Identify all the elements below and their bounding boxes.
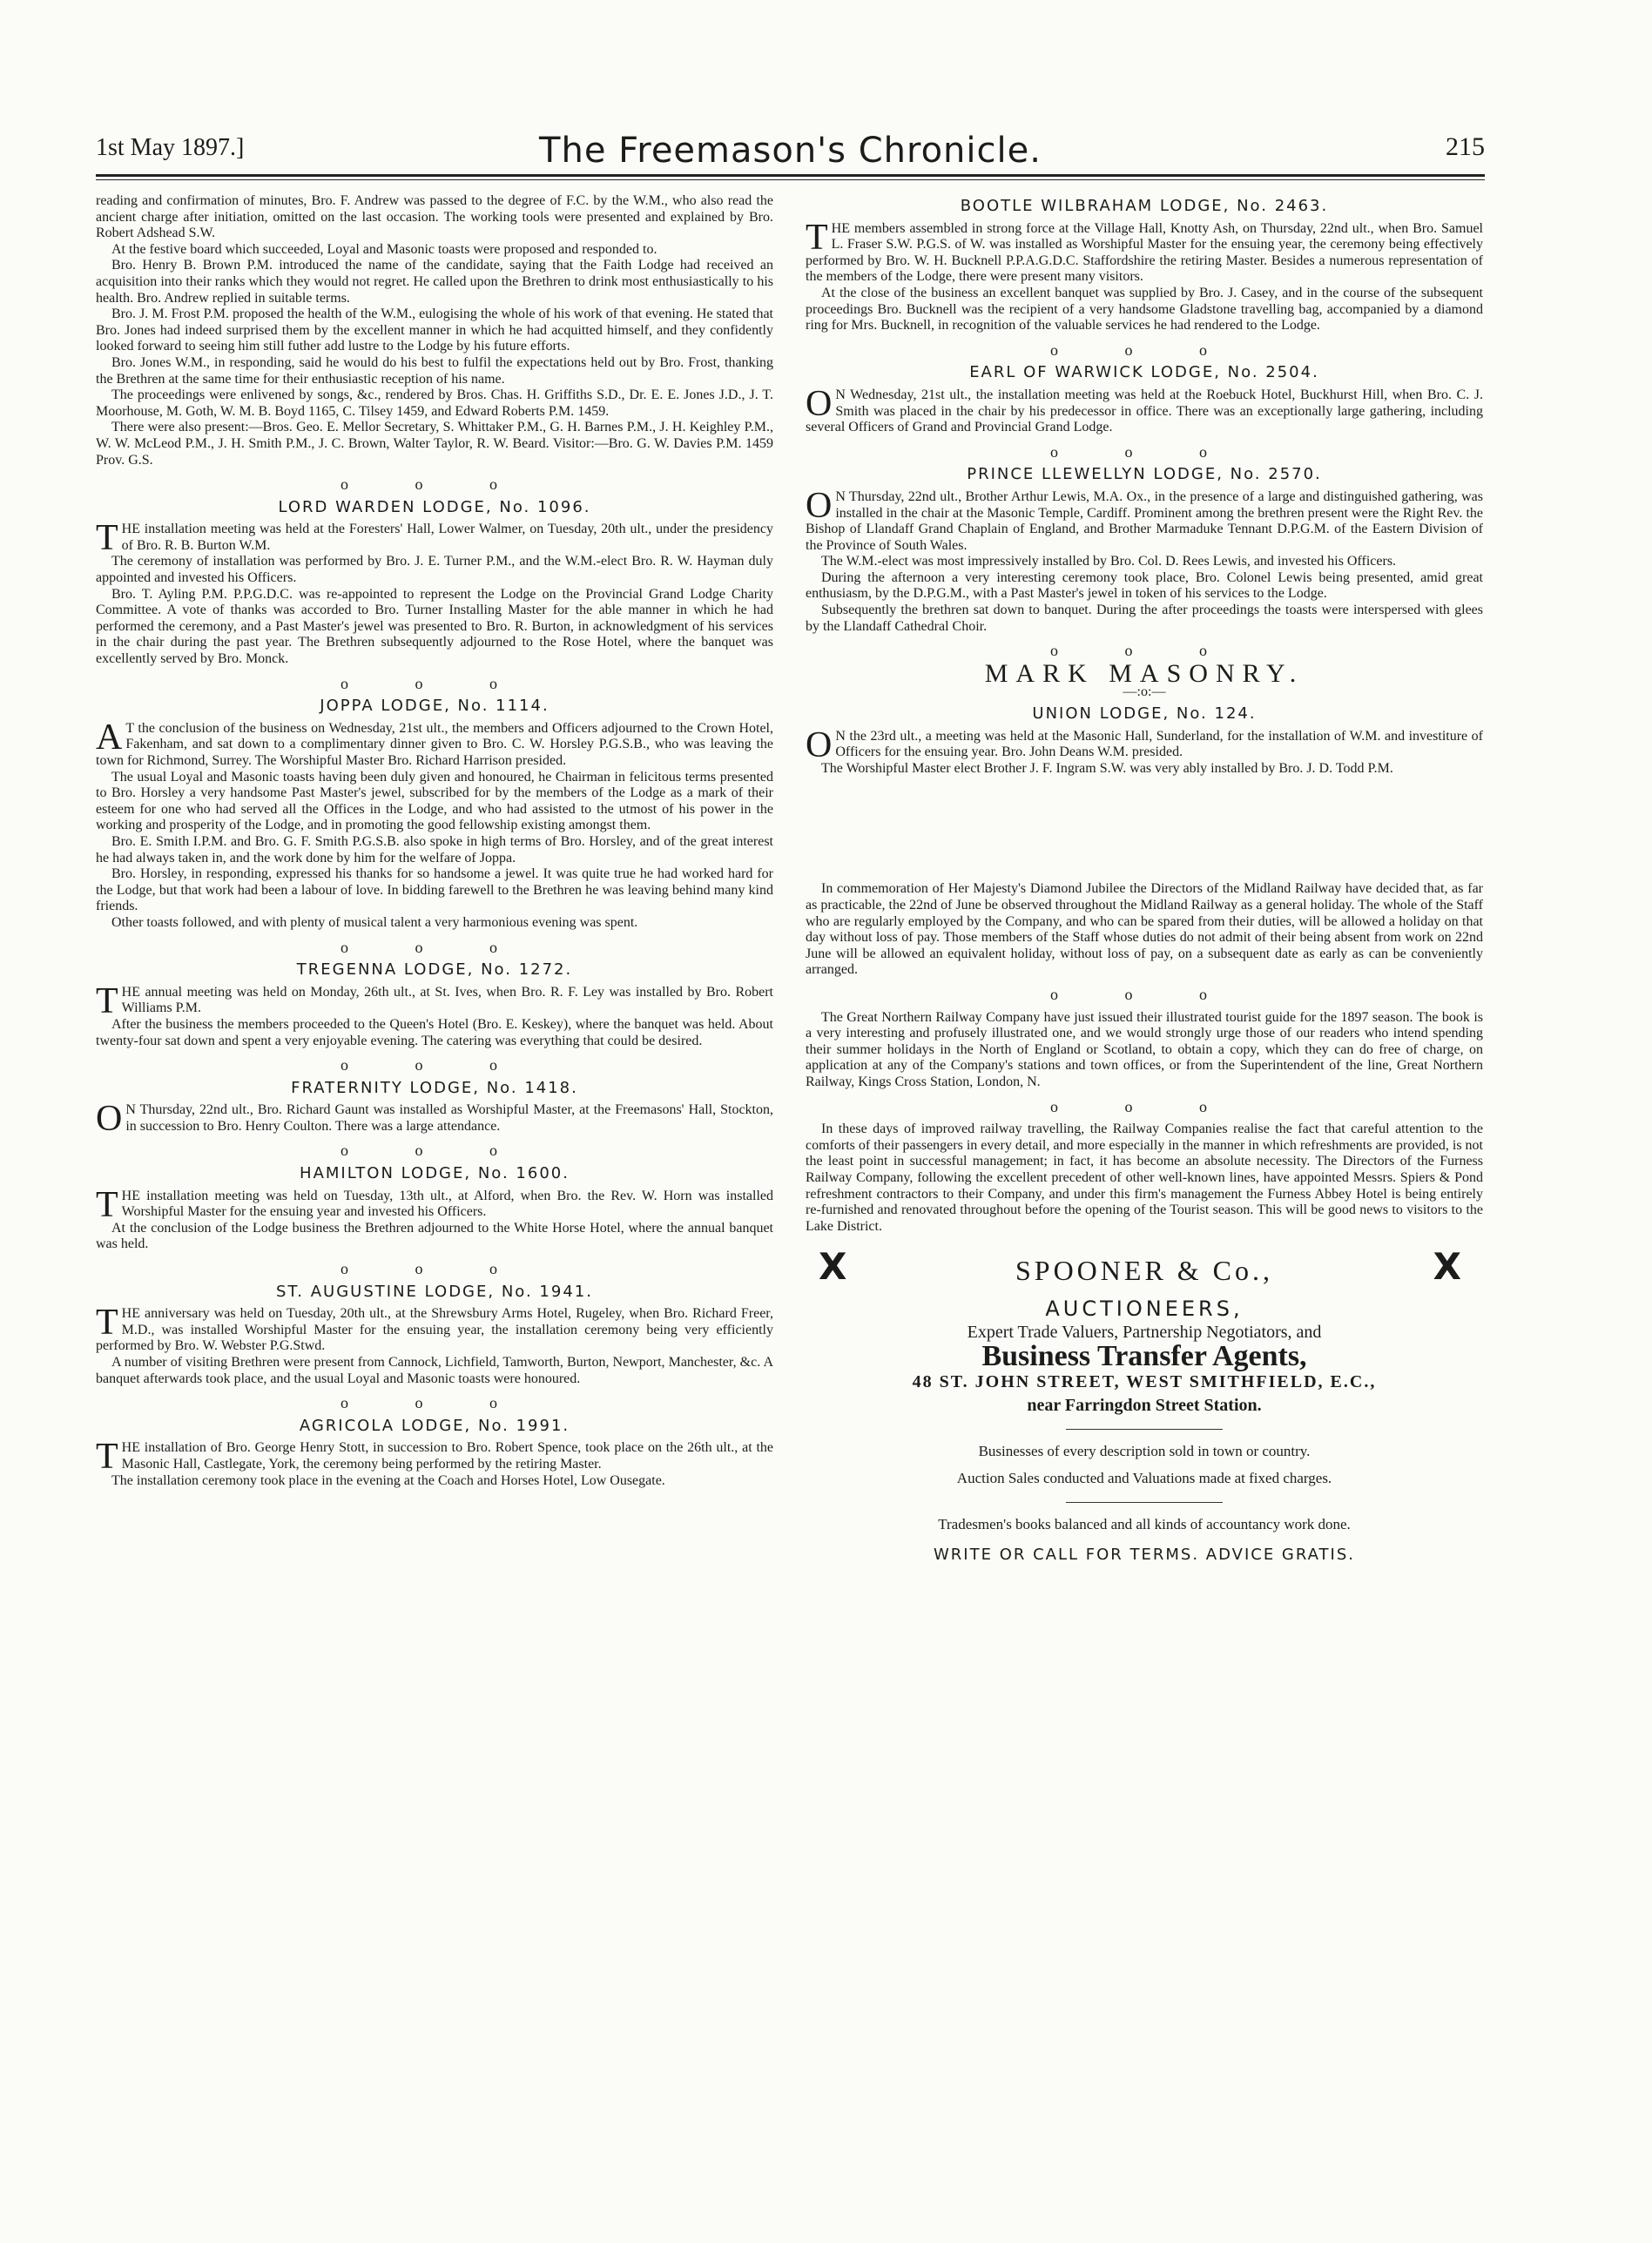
paragraph bbox=[806, 724, 1483, 765]
paragraph-text: HE installation of Bro. George Henry Stott, in succession to Bro. Robert Spence, took place on the 26th ult., at the Masonic Hall, Castlegate, York, the ceremony being performed by the retiring Master. bbox=[121, 1440, 773, 1472]
paragraph-text: HE members assembled in strong force at the Village Hall, Knotty Ash, on Thursday, 22nd ult., when Bro. Samuel L. Fraser S.W. P.G.S. of W. was installed as Worshipful Master for the ensuing year, the ceremony being effectively performed by Bro. W. H. Bucknell P.P.A.G.D.C. Staffordshire the retiring Master. Besides a numerous representation of the members of the Lodge, there were present many visitors. bbox=[806, 220, 1483, 285]
ad-subtitle: AUCTIONEERS, bbox=[1045, 1297, 1244, 1322]
separator: o o o bbox=[1050, 1097, 1238, 1115]
ad-near: near Farringdon Street Station. bbox=[1027, 1395, 1262, 1415]
paragraph: At the festive board which succeeded, Loyal and Masonic toasts were proposed and responded to. bbox=[111, 241, 657, 257]
paragraph: Bro. J. M. Frost P.M. proposed the health of the W.M., eulogising the whole of his work of that evening. He stated that Bro. Jones had indeed surprised them by the excellent manner in which he had acquitted himself, and they confidently looked forward to seeing him still futher add lustre to the Lodge by his future efforts. bbox=[96, 306, 773, 354]
lodge-heading: BOOTLE WILBRAHAM LODGE, No. 2463. bbox=[960, 197, 1329, 215]
paragraph bbox=[96, 866, 773, 915]
separator: o o o bbox=[1050, 442, 1238, 461]
separator: o o o bbox=[341, 475, 529, 494]
paragraph bbox=[96, 1355, 773, 1387]
separator: o o o bbox=[341, 1056, 529, 1074]
paragraph-text: A number of visiting Brethren were present from Cannock, Lichfield, Tamworth, Burton, Newport, Manchester, &c. A banquet afterwards took place, and the usual Loyal and Masonic toasts were honoured. bbox=[96, 1355, 773, 1386]
paragraph-text: The installation ceremony took place in the evening at the Coach and Horses Hotel, Low Ousegate. bbox=[111, 1472, 665, 1488]
drop-cap: T bbox=[96, 518, 118, 559]
notice-paragraph: In commemoration of Her Majesty's Diamond Jubilee the Directors of the Midland Railway have decided that, as far as practicable, the 22nd of June be observed throughout the Midland Railway as a general holiday. The whole of the Staff who are regularly employed by the Company, and who can be spared from their duties, will be allowed a holiday on that day without loss of pay. Those members of the Staff whose duties do not admit of their being absent from work on 22nd June will be allowed an equivalent holiday, without loss of pay, on a subsequent date as early as can be conveniently arranged. bbox=[806, 881, 1483, 978]
lodge-heading: LORD WARDEN LODGE, No. 1096. bbox=[278, 497, 591, 516]
separator: o o o bbox=[1050, 340, 1238, 359]
ad-rule bbox=[1066, 1429, 1223, 1430]
separator: o o o bbox=[341, 674, 529, 692]
ad-firm-name: SPOONER & Co., bbox=[1015, 1255, 1274, 1287]
ad-line: Tradesmen's books balanced and all kinds of accountancy work done. bbox=[938, 1516, 1351, 1533]
paragraph-text: HE annual meeting was held on Monday, 26th ult., at St. Ives, when Bro. R. F. Ley was installed by Bro. Robert Williams P.M. bbox=[121, 984, 773, 1016]
lodge-heading: AGRICOLA LODGE, No. 1991. bbox=[299, 1416, 570, 1435]
lodge-heading: PRINCE LLEWELLYN LODGE, No. 2570. bbox=[967, 465, 1322, 484]
paragraph: The proceedings were enlivened by songs, &c., rendered by Bros. Chas. H. Griffiths S.D., Dr. E. E. Jones J.D., J. T. Moorhouse, M. Goth, W. M. B. Boyd 1165, C. Tilsey 1459, and Edward Roberts P.M. 1459. bbox=[96, 387, 773, 419]
paragraph bbox=[96, 980, 773, 1021]
drop-cap: T bbox=[96, 980, 118, 1021]
left-column bbox=[96, 193, 773, 1489]
paragraph-text: At the conclusion of the Lodge business the Brethren adjourned to the White Horse Hotel, where the annual banquet was held. bbox=[96, 1220, 773, 1252]
separator: o o o bbox=[1050, 985, 1238, 1003]
paragraph bbox=[96, 587, 773, 668]
right-sections bbox=[806, 199, 1483, 635]
separator: o o o bbox=[341, 1394, 529, 1412]
ad-header bbox=[806, 1245, 1483, 1299]
paragraph-text: The usual Loyal and Masonic toasts having been duly given and honoured, he Chairman in felicitous terms presented to Bro. Horsley a very handsome Past Master's jewel, subscribed for by the members of the Lodge as a mark of their esteem for one who had served all the Offices in the Lodge, and who had assisted to the utmost of his power in the working and prosperity of the Lodge, and in promoting the good fellowship existing amongst them. bbox=[96, 769, 773, 833]
notice-paragraph: The Great Northern Railway Company have just issued their illustrated tourist guide for the 1897 season. The book is a very interesting and profusely illustrated one, and we would strongly urge those of our readers who intend spending their summer holidays in the North of England or Scotland, to obtain a copy, which they can do free of charge, on application at any of the Company's stations and town offices, or from the Superintendent of the line, Great Northern Railway, Kings Cross Station, London, N. bbox=[806, 1009, 1483, 1089]
ornament-dash: —:o:— bbox=[1123, 684, 1166, 700]
paragraph-text: Bro. E. Smith I.P.M. and Bro. G. F. Smith P.G.S.B. also spoke in high terms of Bro. Horsley, and of the great interest he had always taken in, and the work done by him for the welfare of Joppa. bbox=[96, 833, 773, 866]
separator: o o o bbox=[341, 1142, 529, 1160]
separator: o o o bbox=[341, 1260, 529, 1278]
ad-line: Businesses of every description sold in town or country. bbox=[978, 1443, 1311, 1460]
separator: o o o bbox=[341, 938, 529, 956]
spacer bbox=[806, 777, 1483, 881]
drop-cap: T bbox=[96, 1437, 118, 1478]
masthead-rule bbox=[96, 174, 1485, 177]
paragraph bbox=[96, 717, 773, 770]
paragraph-text: HE installation meeting was held on Tuesday, 13th ult., at Alford, when Bro. the Rev. W. Horn was installed Worshipful Master for the ensuing year and invested his Officers. bbox=[121, 1188, 773, 1220]
paragraph-text: HE anniversary was held on Tuesday, 20th ult., at the Shrewsbury Arms Hotel, Rugeley, when Bro. Richard Freer, M.D., was installed Worshipful Master for the ensuing year, the installation ceremony being very efficiently performed by Bro. W. Webster P.G.Stwd. bbox=[96, 1306, 773, 1354]
lodge-heading: EARL OF WARWICK LODGE, No. 2504. bbox=[969, 363, 1319, 382]
lodge-heading: ST. AUGUSTINE LODGE, No. 1941. bbox=[276, 1282, 593, 1301]
drop-cap: T bbox=[806, 217, 828, 258]
drop-cap: O bbox=[806, 383, 833, 424]
paragraph bbox=[806, 286, 1483, 334]
lodge-heading: UNION LODGE, No. 124. bbox=[1032, 704, 1257, 724]
paragraph-text: At the close of the business an excellent banquet was supplied by Bro. J. Casey, and in the course of the subsequent proceedings Bro. Bucknell was the recipient of a very handsome Gladstone travelling bag, accompanied by a diamond ring for Mrs. Bucknell, in recognition of the valuable services he had rendered to the Lodge. bbox=[806, 285, 1483, 333]
paragraph bbox=[96, 1473, 773, 1490]
masthead-rule-thin bbox=[96, 179, 1485, 180]
drop-cap: T bbox=[96, 1184, 118, 1225]
ad-headline: Business Transfer Agents, bbox=[981, 1340, 1307, 1373]
drop-cap: O bbox=[96, 1099, 123, 1140]
notices bbox=[806, 881, 1483, 1235]
paragraph bbox=[96, 554, 773, 586]
paragraph-text: Bro. Horsley, in responding, expressed his thanks for so handsome a jewel. It was quite true he had worked hard for the Lodge, but that work had been a labour of love. In bidding farewell to the Brethren he was leaving behind many kind friends. bbox=[96, 866, 773, 914]
paragraph-text: N the 23rd ult., a meeting was held at the Masonic Hall, Sunderland, for the installation of W.M. and investiture of Officers for the ensuing year. Bro. John Deans W.M. presided. bbox=[835, 728, 1483, 760]
paragraph-text: HE installation meeting was held at the Foresters' Hall, Lower Walmer, on Tuesday, 20th ult., under the presidency of Bro. R. B. Burton W.M. bbox=[121, 522, 773, 553]
paragraph bbox=[806, 554, 1483, 570]
spooner-advertisement bbox=[806, 1245, 1483, 1565]
lodge-heading: JOPPA LODGE, No. 1114. bbox=[320, 697, 550, 716]
paragraph-text: Other toasts followed, and with plenty of musical talent a very harmonious evening was spent. bbox=[111, 914, 638, 930]
notice-paragraph: In these days of improved railway travelling, the Railway Companies realise the fact that careful attention to the comforts of their passengers in every detail, and more especially in the manner in which refreshments are provided, is not the least point in successful management; in fact, it has become an absolute necessity. The Directors of the Furness Railway Company, following the excellent precedent of other well-known lines, have appointed Messrs. Spiers & Pond refreshment contractors to their Company, and under this firm's management the Furness Abbey Hotel is being entirely re-furnished and renovated throughout before the opening of the Tourist season. This will be good news to visitors to the Lake District. bbox=[806, 1122, 1483, 1234]
paragraph-text: After the business the members proceeded to the Queen's Hotel (Bro. E. Keskey), where the banquet was held. About twenty-four sat down and spent a very enjoyable evening. The catering was everything that could be desired. bbox=[96, 1016, 773, 1048]
drop-cap: O bbox=[806, 485, 833, 526]
x-mark-left: X bbox=[819, 1245, 847, 1289]
paragraph bbox=[806, 485, 1483, 554]
paragraph-text: The Worshipful Master elect Brother J. F. Ingram S.W. was very ably installed by Bro. J. D. Todd P.M. bbox=[821, 760, 1393, 776]
issue-date: 1st May 1897.] bbox=[96, 134, 245, 161]
paragraph-text: During the afternoon a very interesting ceremony took place, Bro. Colonel Lewis being presented, amid great enthusiasm, by the D.P.G.M., with a Past Master's jewel in token of his services to the Lodge. bbox=[806, 569, 1483, 602]
paragraph-text: N Wednesday, 21st ult., the installation meeting was held at the Roebuck Hotel, Buckhurst Hill, when Bro. C. J. Smith was placed in the chair by his predecessor in office. There was an exceptionally large gathering, including several Officers of Grand and Provincial Grand Lodge. bbox=[806, 387, 1483, 435]
paragraph bbox=[96, 834, 773, 866]
paragraph bbox=[806, 383, 1483, 436]
paragraph bbox=[806, 570, 1483, 603]
paragraph-text: Subsequently the brethren sat down to banquet. During the after proceedings the toasts were interspersed with glees by the Llandaff Cathedral Choir. bbox=[806, 603, 1483, 634]
paragraph: There were also present:—Bros. Geo. E. Mellor Secretary, S. Whittaker P.M., G. H. Barnes P.M., J. H. Keighley P.M., W. W. McLeod P.M., J. H. Smith P.M., J. C. Brown, Walter Taylor, R. W. Beard. Visitor:—Bro. G. W. Davies P.M. 1459 Prov. G.S. bbox=[96, 420, 773, 468]
masthead bbox=[96, 131, 1485, 171]
paragraph-text: Bro. T. Ayling P.M. P.P.G.D.C. was re-appointed to represent the Lodge on the Provincial Grand Lodge Charity Committee. A vote of thanks was accorded to Bro. Turner Installing Master for the able manner in which he had performed the ceremony, and a Past Master's jewel was presented to Bro. R. Burton, in acknowledgment of his services in the chair during the past year. The Brethren subsequently adjourned to the Rose Hotel, where the banquet was excellently served by Bro. Monck. bbox=[96, 586, 773, 667]
drop-cap: T bbox=[96, 1303, 118, 1344]
ad-rule bbox=[1066, 1502, 1223, 1503]
paragraph-text: The ceremony of installation was performed by Bro. J. E. Turner P.M., and the W.M.-elect Bro. R. W. Hayman duly appointed and invested his Officers. bbox=[96, 554, 773, 586]
ad-address: 48 ST. JOHN STREET, WEST SMITHFIELD, E.C., bbox=[912, 1372, 1377, 1392]
paragraph bbox=[96, 915, 773, 932]
lodge-heading: FRATERNITY LODGE, No. 1418. bbox=[291, 1078, 578, 1097]
paragraph: reading and confirmation of minutes, Bro. F. Andrew was passed to the degree of F.C. by the W.M., who also read the ancient charge after initiation, omitted on the last occasion. The working tools were presented and explained by Bro. Robert Adshead S.W. bbox=[96, 193, 773, 241]
paragraph bbox=[96, 1017, 773, 1049]
right-column bbox=[806, 193, 1483, 1564]
separator: o o o bbox=[1050, 642, 1238, 660]
paragraph bbox=[806, 603, 1483, 635]
paragraph bbox=[96, 1437, 773, 1478]
intro-block bbox=[96, 193, 773, 468]
mark-masonry-title: MARK MASONRY. bbox=[984, 658, 1305, 688]
left-sections bbox=[96, 476, 773, 1489]
publication-title: The Freemason's Chronicle. bbox=[539, 131, 1042, 171]
paragraph bbox=[96, 770, 773, 834]
ad-trade: Expert Trade Valuers, Partnership Negotiators, and bbox=[967, 1322, 1322, 1342]
drop-cap: O bbox=[806, 724, 833, 765]
page-number: 215 bbox=[1446, 132, 1485, 161]
lodge-heading: HAMILTON LODGE, No. 1600. bbox=[300, 1164, 570, 1183]
paragraph-text: N Thursday, 22nd ult., Bro. Richard Gaunt was installed as Worshipful Master, at the Freemasons' Hall, Stockton, in succession to Bro. Henry Coulton. There was a large attendance. bbox=[125, 1102, 773, 1134]
paragraph-text: The W.M.-elect was most impressively installed by Bro. Col. D. Rees Lewis, and invested his Officers. bbox=[821, 554, 1397, 569]
paragraph bbox=[96, 518, 773, 559]
lodge-heading: TREGENNA LODGE, No. 1272. bbox=[296, 960, 573, 980]
paragraph: Bro. Jones W.M., in responding, said he would do his best to fulfil the expectations held out by Bro. Frost, thanking the Brethren at the same time for their enthusiastic reception of his name. bbox=[96, 354, 773, 387]
paragraph bbox=[96, 1099, 773, 1140]
paragraph-text: N Thursday, 22nd ult., Brother Arthur Lewis, M.A. Ox., in the presence of a large and distinguished gathering, was installed in the chair at the Masonic Temple, Cardiff. Prominent among the brethren present were the Right Rev. the Bishop of Llandaff Grand Chaplain of England, and Brother Marmaduke Tennant D.P.G.M. of the Eastern Division of the Province of South Wales. bbox=[806, 488, 1483, 553]
paragraph bbox=[96, 1184, 773, 1225]
paragraph-text: T the conclusion of the business on Wednesday, 21st ult., the members and Officers adjourned to the Crown Hotel, Fakenham, and sat down to a complimentary dinner given to Bro. C. W. Horsley P.G.S.B., who was leaving the town for Richmond, Surrey. The Worshipful Master Bro. Richard Harrison presided. bbox=[96, 720, 773, 768]
ad-closing: WRITE OR CALL FOR TERMS. ADVICE GRATIS. bbox=[933, 1546, 1356, 1565]
drop-cap: A bbox=[96, 717, 123, 758]
paragraph: Bro. Henry B. Brown P.M. introduced the name of the candidate, saying that the Faith Lodge had received an acquisition into their ranks which they would not regret. He called upon the Brethren to drink most enthusiastically to his health. Bro. Andrew replied in suitable terms. bbox=[96, 258, 773, 306]
mark-masonry-body bbox=[806, 724, 1483, 778]
paragraph bbox=[96, 1303, 773, 1355]
ad-line: Auction Sales conducted and Valuations made at fixed charges. bbox=[956, 1469, 1332, 1486]
paragraph bbox=[806, 217, 1483, 286]
paragraph bbox=[96, 1221, 773, 1253]
paragraph bbox=[806, 761, 1483, 778]
x-mark-right: X bbox=[1433, 1245, 1461, 1289]
